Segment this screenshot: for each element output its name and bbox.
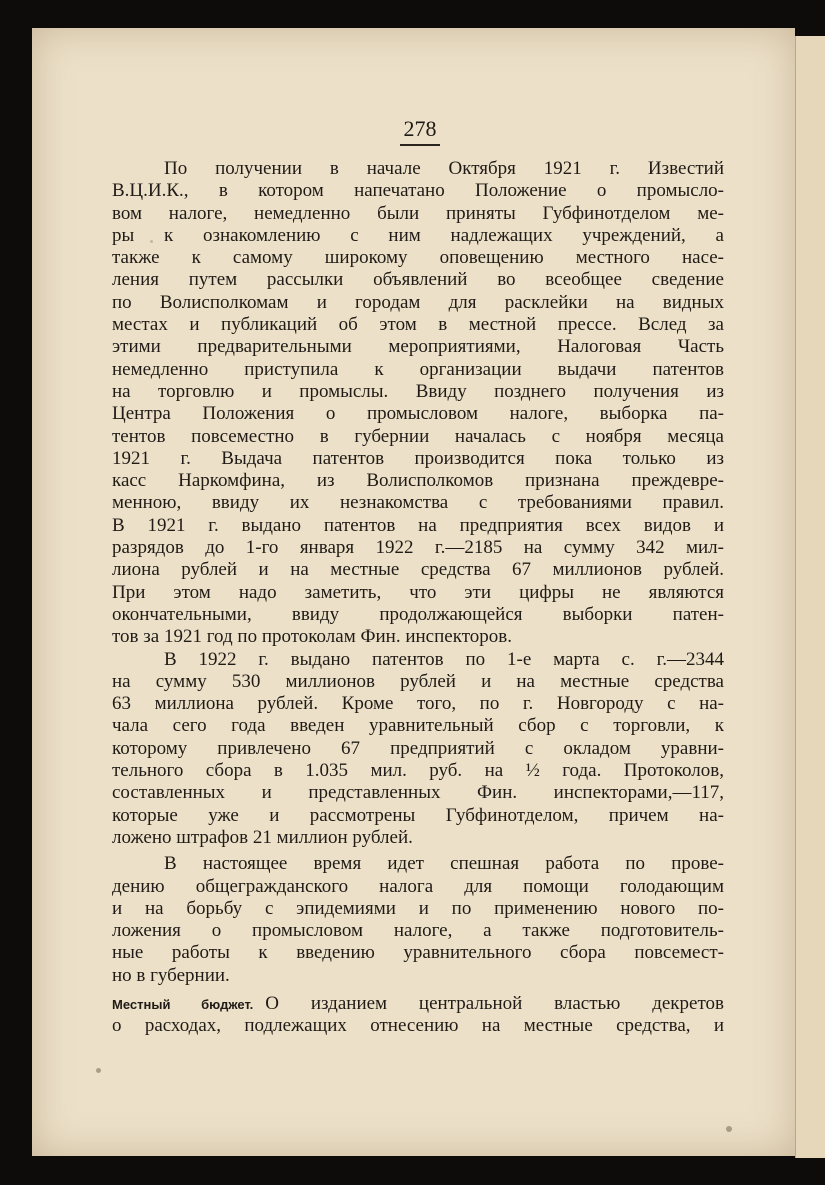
text-line: ложения о промысловом налоге, а также подготовитель- (112, 920, 724, 942)
text-line: 1921 г. Выдача патентов производится пока только из (112, 447, 724, 469)
text-line: По получении в начале Октября 1921 г. Известий (164, 158, 724, 179)
text-line: также к самому широкому оповещению местного насе- (112, 247, 724, 269)
text-line: В 1921 г. выдано патентов на предприятия всех видов и (112, 514, 724, 536)
page-number: 278 (400, 116, 440, 146)
text-line: В 1922 г. выдано патентов по 1-е марта с. г.—2344 (164, 648, 724, 670)
paragraph-1 (112, 158, 724, 649)
text-line: этими предварительными мероприятиями, Налоговая Часть (112, 336, 724, 358)
side-label: Местный бюджет. (112, 996, 254, 1012)
text-line: немедленно приступила к организации выдачи патентов (112, 358, 724, 380)
text-line: 63 миллиона рублей. Кроме того, по г. Новгороду с на- (112, 693, 724, 715)
paper-speck (96, 1068, 101, 1073)
text-line: ные работы к введению уравнительного сбора повсемест- (112, 942, 724, 964)
page-body (112, 158, 724, 1038)
text-line: менною, ввиду их незнакомства с требованиями правил. (112, 492, 724, 514)
text-line: на торговлю и промыслы. Ввиду позднего получения из (112, 380, 724, 402)
text-line: чала сего года введен уравнительный сбор с торговли, к (112, 715, 724, 737)
text-line: о расходах, подлежащих отнесению на местные средства, и (112, 1015, 724, 1037)
paragraph-2 (112, 649, 724, 850)
text-line: составленных и представленных Фин. инспекторами,—117, (112, 782, 724, 804)
paper-speck (726, 1126, 732, 1132)
text-line: лиона рублей и на местные средства 67 миллионов рублей. (112, 559, 724, 581)
text-line: касс Наркомфина, из Волисполкомов признана преждевре- (112, 470, 724, 492)
text-line: на сумму 530 миллионов рублей и на местные средства (112, 670, 724, 692)
text-line: окончательными, ввиду продолжающейся выборки патен- (112, 603, 724, 625)
section-local-budget (112, 993, 724, 1038)
text-line: местах и публикаций об этом в местной прессе. Вслед за (112, 314, 724, 336)
text-line: и на борьбу с эпидемиями и по применению нового по- (112, 897, 724, 919)
text-line: тов за 1921 год по протоколам Фин. инспекторов. (112, 626, 512, 648)
text-line: ложено штрафов 21 миллион рублей. (112, 826, 413, 848)
paper-speck (150, 240, 153, 243)
text-line: Центра Положения о промысловом налоге, выборка па- (112, 403, 724, 425)
text-line: О изданием центральной властью декретов (265, 992, 724, 1014)
text-line: ления путем рассылки объявлений во всеобщее сведение (112, 269, 724, 291)
text-line: тельного сбора в 1.035 мил. руб. на ½ года. Протоколов, (112, 760, 724, 782)
text-line: которому привлечено 67 предприятий с окладом уравни- (112, 737, 724, 759)
text-line: вом налоге, немедленно были приняты Губфинотделом ме- (112, 202, 724, 224)
text-line: тентов повсеместно в губернии началась с ноября месяца (112, 425, 724, 447)
text-line: В настоящее время идет спешная работа по прове- (164, 853, 724, 875)
text-line: При этом надо заметить, что эти цифры не являются (112, 581, 724, 603)
paragraph-3 (112, 853, 724, 987)
text-line: разрядов до 1-го января 1922 г.—2185 на сумму 342 мил- (112, 537, 724, 559)
adjacent-page-edge (795, 36, 825, 1158)
text-line: которые уже и рассмотрены Губфинотделом, причем на- (112, 804, 724, 826)
section-first-line (112, 993, 724, 1015)
text-line: дению общегражданского налога для помощи голодающим (112, 875, 724, 897)
text-line: В.Ц.И.К., в котором напечатано Положение о промысло- (112, 180, 724, 202)
text-line: ры к ознакомлению с ним надлежащих учреждений, а (112, 224, 724, 246)
text-line: но в губернии. (112, 964, 230, 986)
text-line: по Волисполкомам и городам для расклейки на видных (112, 291, 724, 313)
